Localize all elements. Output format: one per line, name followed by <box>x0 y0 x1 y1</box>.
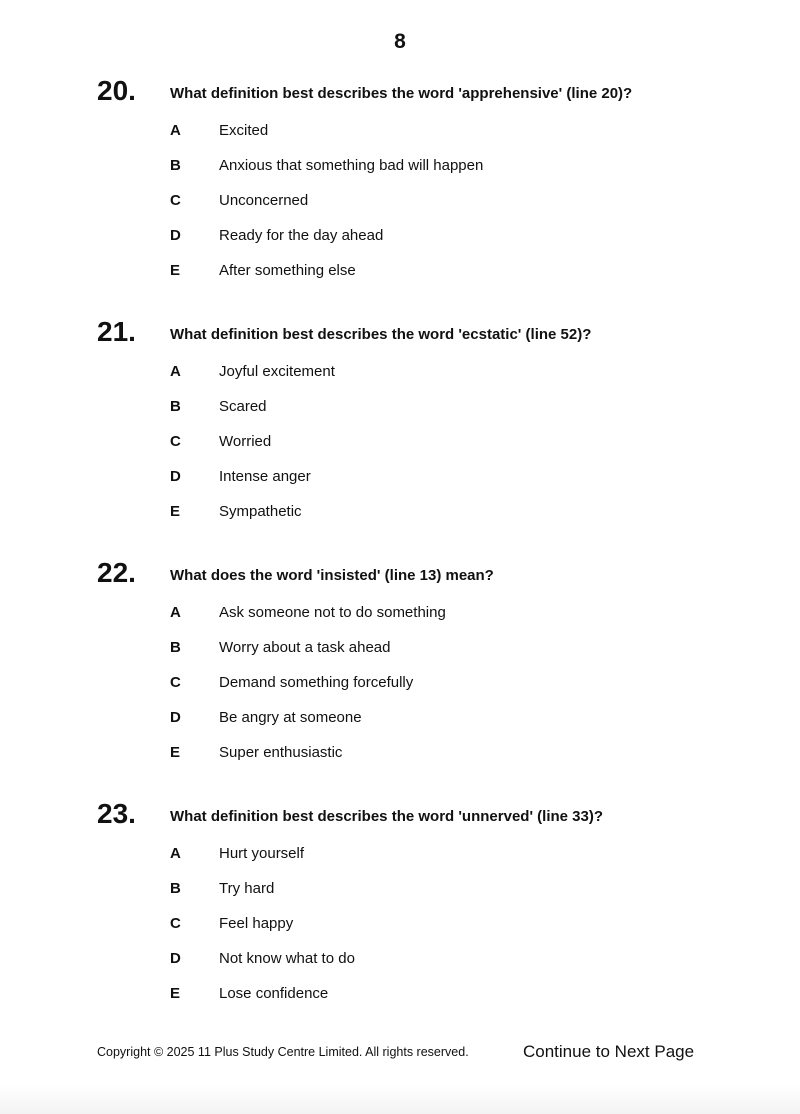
option-letter: E <box>170 262 181 279</box>
option-text: Anxious that something bad will happen <box>219 157 484 174</box>
answer-option <box>0 398 800 418</box>
option-text: Excited <box>219 122 269 139</box>
option-text: Ask someone not to do something <box>219 604 446 621</box>
option-text: Scared <box>219 398 267 415</box>
option-text: Hurt yourself <box>219 845 305 862</box>
option-letter: C <box>170 674 181 691</box>
answer-option <box>0 845 800 865</box>
answer-option <box>0 503 800 523</box>
option-letter: E <box>170 503 181 520</box>
option-text: Demand something forcefully <box>219 674 414 691</box>
continue-to-next-page: Continue to Next Page <box>523 1042 695 1061</box>
option-text: Intense anger <box>219 468 311 485</box>
option-letter: E <box>170 985 181 1002</box>
answer-option <box>0 985 800 1005</box>
answer-option <box>0 915 800 935</box>
copyright-notice: Copyright © 2025 11 Plus Study Centre Limited. All rights reserved. <box>97 1045 469 1059</box>
option-letter: B <box>170 639 181 656</box>
question-text: What definition best describes the word 'ecstatic' (line 52)? <box>170 326 592 343</box>
option-letter: B <box>170 398 181 415</box>
question-text: What does the word 'insisted' (line 13) mean? <box>170 567 494 584</box>
option-letter: D <box>170 950 181 967</box>
option-letter: D <box>170 227 181 244</box>
option-letter: A <box>170 604 181 621</box>
question-text: What definition best describes the word 'unnerved' (line 33)? <box>170 808 604 825</box>
option-letter: B <box>170 157 181 174</box>
answer-option <box>0 227 800 247</box>
answer-option <box>0 157 800 177</box>
option-letter: D <box>170 468 181 485</box>
option-text: Sympathetic <box>219 503 302 520</box>
option-text: Ready for the day ahead <box>219 227 384 244</box>
answer-option <box>0 709 800 729</box>
answer-option <box>0 880 800 900</box>
option-text: Joyful excitement <box>219 363 335 380</box>
option-text: Unconcerned <box>219 192 309 209</box>
option-text: Super enthusiastic <box>219 744 343 761</box>
answer-option <box>0 262 800 282</box>
question-text: What definition best describes the word 'apprehensive' (line 20)? <box>170 85 633 102</box>
answer-option <box>0 639 800 659</box>
option-letter: C <box>170 192 181 209</box>
page-number: 8 <box>394 30 406 53</box>
option-text: Worried <box>219 433 272 450</box>
answer-option <box>0 192 800 212</box>
option-letter: C <box>170 433 181 450</box>
option-letter: A <box>170 363 181 380</box>
answer-option <box>0 122 800 142</box>
answer-option <box>0 363 800 383</box>
question-number: 22. <box>97 557 136 588</box>
option-letter: C <box>170 915 181 932</box>
question-number: 20. <box>97 75 136 106</box>
page-bottom-edge <box>0 1084 800 1114</box>
option-letter: A <box>170 845 181 862</box>
answer-option <box>0 744 800 764</box>
answer-option <box>0 604 800 624</box>
option-text: Worry about a task ahead <box>219 639 391 656</box>
option-letter: B <box>170 880 181 897</box>
question-number: 21. <box>97 316 136 347</box>
option-text: Not know what to do <box>219 950 355 967</box>
option-letter: A <box>170 122 181 139</box>
answer-option <box>0 468 800 488</box>
option-letter: E <box>170 744 181 761</box>
option-text: Try hard <box>219 880 275 897</box>
option-text: Lose confidence <box>219 985 329 1002</box>
option-text: Feel happy <box>219 915 294 932</box>
option-letter: D <box>170 709 181 726</box>
answer-option <box>0 950 800 970</box>
option-text: Be angry at someone <box>219 709 362 726</box>
answer-option <box>0 674 800 694</box>
question-number: 23. <box>97 798 136 829</box>
answer-option <box>0 433 800 453</box>
option-text: After something else <box>219 262 356 279</box>
